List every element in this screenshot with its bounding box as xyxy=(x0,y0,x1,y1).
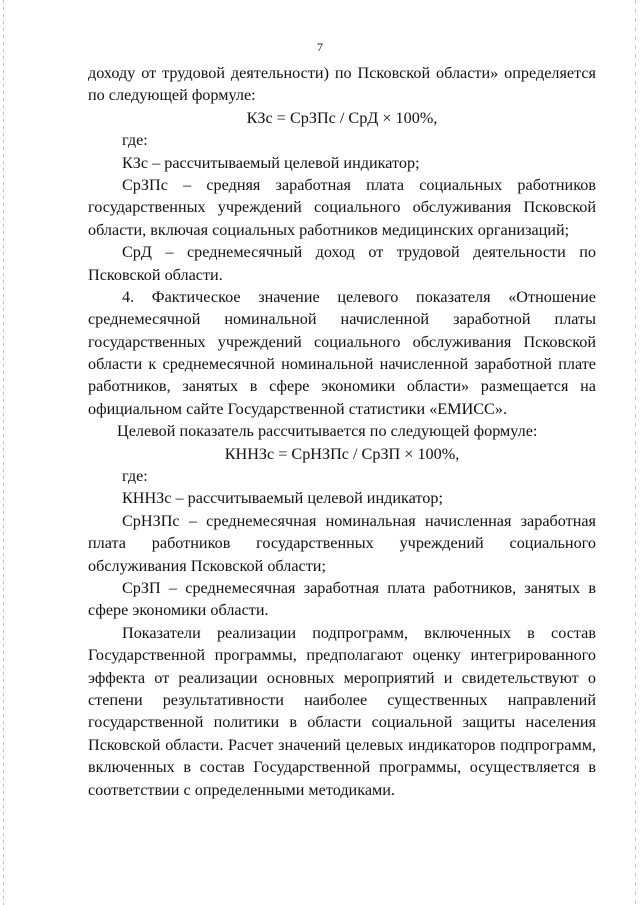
text-line: 4. Фактическое значение целевого показателя «Отношение xyxy=(122,287,596,306)
text-line: где: xyxy=(122,131,148,150)
document-body xyxy=(88,62,596,801)
text-line: Псковской области. Расчет значений целевых индикаторов подпрограмм, xyxy=(88,735,596,754)
text-line: СрД – среднемесячный доход от трудовой деятельности по xyxy=(122,243,596,262)
text-line: где: xyxy=(122,467,148,486)
text-line: СрНЗПс – среднемесячная номинальная начисленная заработная xyxy=(122,511,596,530)
text-line: Показатели реализации подпрограмм, включенных в состав xyxy=(122,623,596,642)
text-line: государственных учреждений социального обслуживания Псковской xyxy=(88,332,596,351)
text-line: государственной политики в области социальной защиты населения xyxy=(88,713,596,732)
text-line: государственных учреждений социального обслуживания Псковской xyxy=(88,198,596,217)
text-line: КЗс = СрЗПс / СрД × 100%, xyxy=(246,108,438,127)
text-line: сфере экономики области. xyxy=(88,601,269,620)
text-line: области к среднемесячной номинальной начисленной заработной плате xyxy=(88,355,596,374)
text-line: официальном сайте Государственной статистики «ЕМИСС». xyxy=(88,399,507,418)
text-line: СрЗПс – средняя заработная плата социальных работников xyxy=(122,175,596,194)
text-line: КЗс – рассчитываемый целевой индикатор; xyxy=(122,153,420,172)
text-line: Государственной программы, предполагают оценку интегрированного xyxy=(88,646,596,665)
text-line: соответствии с определенными методиками. xyxy=(88,780,395,799)
scan-edge-right xyxy=(635,0,636,905)
text-line: работников, занятых в сфере экономики области» размещается на xyxy=(88,377,596,396)
text-line: обслуживания Псковской области; xyxy=(88,556,326,575)
text-line: Псковской области. xyxy=(88,265,223,284)
page-number: 7 xyxy=(317,40,323,54)
text-line: плата работников государственных учреждений социального xyxy=(88,534,596,553)
text-line: по следующей формуле: xyxy=(88,86,256,105)
text-line: области, включая социальных работников медицинских организаций; xyxy=(88,220,570,239)
text-line: Целевой показатель рассчитывается по следующей формуле: xyxy=(117,422,538,441)
text-line: включенных в состав Государственной программы, осуществляется в xyxy=(88,758,596,777)
text-line: степени результативности наиболее существенных направлений xyxy=(88,690,596,709)
text-line: КННЗс – рассчитываемый целевой индикатор; xyxy=(122,489,443,508)
text-line: КННЗс = СрНЗПс / СрЗП × 100%, xyxy=(224,444,460,463)
text-line: СрЗП – среднемесячная заработная плата работников, занятых в xyxy=(122,578,596,597)
text-line: эффекта от реализации основных мероприятий и свидетельствуют о xyxy=(88,668,596,687)
scan-edge-left xyxy=(3,0,4,905)
text-line: доходу от трудовой деятельности) по Псковской области» определяется xyxy=(88,64,596,82)
text-line: среднемесячной номинальной начисленной заработной платы xyxy=(88,310,596,329)
